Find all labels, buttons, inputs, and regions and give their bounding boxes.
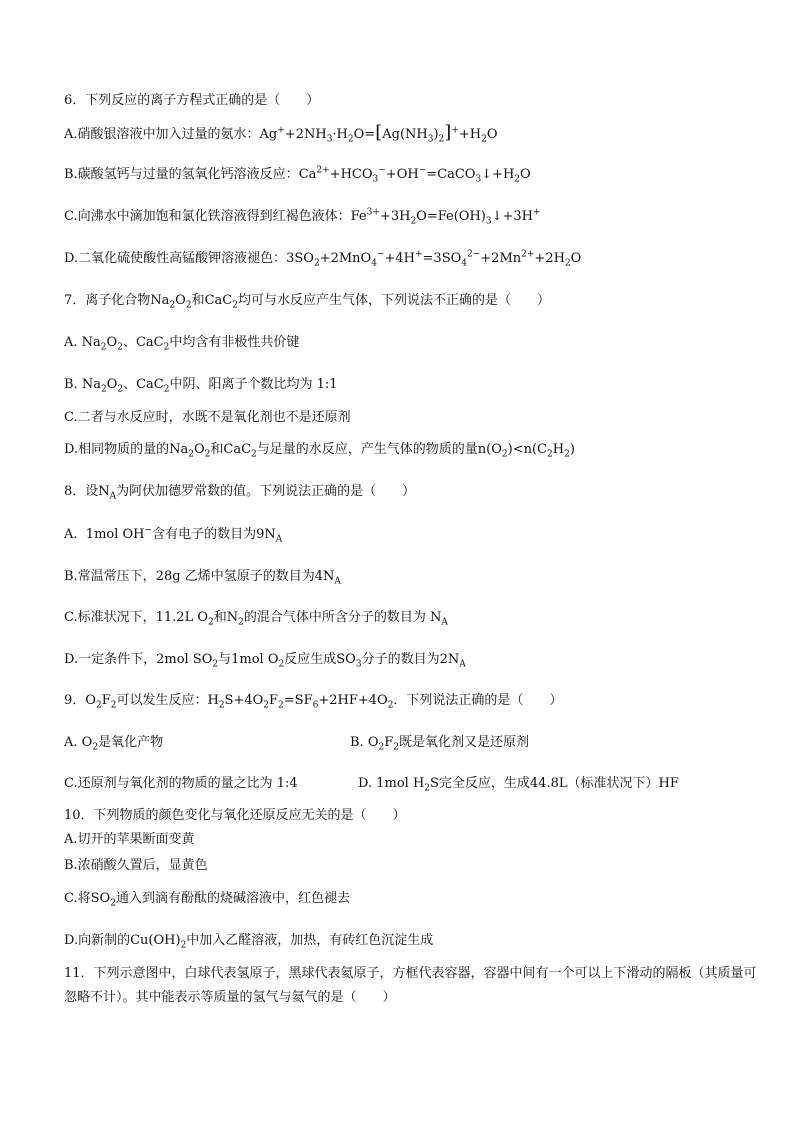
q7-option-a: A. $Na_2O_2$、CaC$_2$中均含有非极性共价键 [64,335,300,353]
q7-option-b: B. $Na_2O_2$、CaC$_2$中阴、阳离子个数比均为 1:1 [64,377,338,395]
q10-option-d: D.向新制的$Cu(OH)_2$中加入乙醛溶液，加热，有砖红色沉淀生成 [64,933,434,951]
q8-option-c: C.标准状况下，11.2L $O_2$和$N_2$的混合气体中所含分子的数目为 $N_A$ [64,610,448,628]
q7-stem: 7．离子化合物$Na_2O_2$和CaC$_2$均可与水反应产生气体，下列说法不正确的是（ ） [64,293,550,311]
q6-option-c: C.向沸水中滴加饱和氯化铁溶液得到红褐色液体：$Fe^{3+}+3H_2O=Fe(OH)_3↓+3H^+$ [64,207,541,227]
q6-stem: 6．下列反应的离子方程式正确的是（ ） [64,93,320,108]
q9-option-d: D. 1mol $H_2S$完全反应，生成44.8L（标准状况下）HF [358,776,679,794]
q9-option-c: C.还原剂与氧化剂的物质的量之比为 1:4 [64,776,298,791]
q9-option-b: B. $O_2F_2$既是氧化剂又是还原剂 [350,735,529,753]
q6-option-b: B.碳酸氢钙与过量的氢氧化钙溶液反应：$Ca^{2+}+HCO_3^-+OH^-=CaCO_3↓+H_2O$ [64,165,531,185]
q10-option-a: A.切开的苹果断面变黄 [64,832,195,847]
q9-option-a: A. $O_2$是氧化产物 [64,735,164,753]
q6-option-a: A.硝酸银溶液中加入过量的氨水：$Ag^++2NH_3\cdot H_2O=[Ag(NH_3)_2]^++H_2O$ [64,122,498,145]
q10-stem: 10．下列物质的颜色变化与氧化还原反应无关的是（ ） [64,808,406,823]
q7-option-c: C.二者与水反应时，水既不是氧化剂也不是还原剂 [64,410,351,425]
q7-option-d: D.相同物质的量的$Na_2O_2$和CaC$_2$与足量的水反应，产生气体的物质的量$n(O_2)<n(C_2H_2)$ [64,442,575,460]
q6-option-d: D.二氧化硫使酸性高锰酸钾溶液褪色：$3SO_2+2MnO_4^-+4H^+=3SO_4^{2-}+2Mn^{2+}+2H_2O$ [64,249,582,269]
q8-option-a: A. 1mol OH−含有电子的数目为$9N_A$ [64,525,283,545]
q10-option-b: B.浓硝酸久置后，显黄色 [64,858,208,873]
q8-option-d: D.一定条件下，2mol $SO_2$与1mol $O_2$反应生成$SO_3$分子的数目为$2N_A$ [64,652,466,670]
q10-option-c: C.将$SO_2$通入到滴有酚酞的烧碱溶液中，红色褪去 [64,891,350,909]
q11-stem: 11．下列示意图中，白球代表氢原子，黑球代表氦原子，方框代表容器，容器中间有一个可以上下滑动的隔板（其质量可忽略不计）。其中能表示等质量的氢气与氦气的是（ ） [64,966,757,1005]
q9-stem: 9．$O_2F_2$可以发生反应：$H_2S+4O_2F_2=SF_6+2HF+4O_2$．下列说法正确的是（ ） [64,693,563,711]
q8-stem: 8．设$N_A$为阿伏加德罗常数的值。下列说法正确的是（ ） [64,484,416,502]
q8-option-b: B.常温常压下，28g 乙烯中氢原子的数目为$4N_A$ [64,569,341,587]
